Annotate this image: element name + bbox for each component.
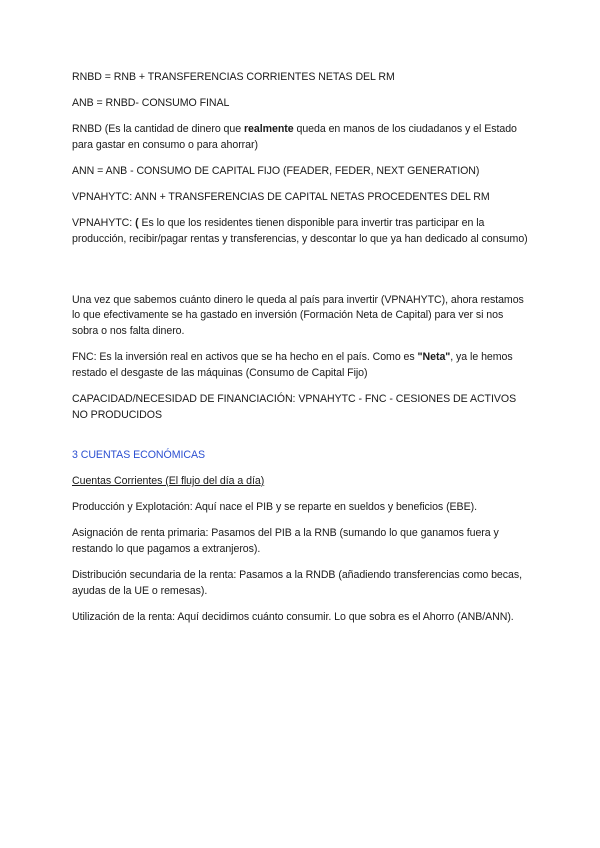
vpnahytc-explanation-end: Es lo que los residentes tienen disponible para invertir tras participar en la producción, recibir/pagar rentas y transferencias, y descontar lo que ya han dedicado al consumo) [72,216,528,245]
account-production: Producción y Explotación: Aquí nace el PIB y se reparte en sueldos y beneficios (EBE). [72,501,477,514]
vpnahytc-explanation [72,216,532,248]
document-body [72,70,532,636]
account-secondary-distribution: Distribución secundaria de la renta: Pasamos a la RNDB (añadiendo transferencias como becas, ayudas de la UE o remesas). [72,569,522,597]
fnc-definition-bold: "Neta" [417,351,451,364]
formula-anb: ANB = RNBD- CONSUMO FINAL [72,96,230,109]
spacer [72,434,532,448]
rnbd-explanation [72,122,532,154]
formula-vpnahytc: VPNAHYTC: ANN + TRANSFERENCIAS DE CAPITAL NETAS PROCEDENTES DEL RM [72,190,490,203]
account-income-use: Utilización de la renta: Aquí decidimos cuánto consumir. Lo que sobra es el Ahorro (ANB/ANN). [72,610,514,623]
financing-capacity-formula: CAPACIDAD/NECESIDAD DE FINANCIACIÓN: VPNAHYTC - FNC - CESIONES DE ACTIVOS NO PRODUCIDOS [72,392,517,421]
vpnahytc-explanation-bold: ( [135,216,139,229]
account-primary-income: Asignación de renta primaria: Pasamos del PIB a la RNB (sumando lo que ganamos fuera y restando lo que pagamos a extranjeros). [72,527,499,556]
spacer [72,258,532,293]
fnc-definition [72,350,532,382]
section-subheading: Cuentas Corrientes (El flujo del día a día) [72,474,265,487]
rnbd-explanation-bold: realmente [243,122,294,135]
rnbd-explanation-end: queda en manos de los ciudadanos y el Estado para gastar en consumo o para ahorrar) [72,122,517,151]
section-heading: 3 CUENTAS ECONÓMICAS [72,448,206,461]
fnc-definition-start: FNC: Es la inversión real en activos que se ha hecho en el país. Como es [72,351,418,364]
vpnahytc-explanation-start: VPNAHYTC: [72,216,136,229]
formula-rnbd: RNBD = RNB + TRANSFERENCIAS CORRIENTES NETAS DEL RM [72,71,395,83]
fnc-definition-end: , ya le hemos restado el desgaste de las máquinas (Consumo de Capital Fijo) [72,351,513,379]
rnbd-explanation-start: RNBD (Es la cantidad de dinero que [72,122,244,135]
investment-paragraph: Una vez que sabemos cuánto dinero le queda al país para invertir (VPNAHYTC), ahora restamos lo que efectivamente se ha gastado en inversión (Formación Neta de Capital) para ver si nos sobra o nos falta dinero. [72,293,524,338]
formula-ann: ANN = ANB - CONSUMO DE CAPITAL FIJO (FEADER, FEDER, NEXT GENERATION) [72,164,480,177]
